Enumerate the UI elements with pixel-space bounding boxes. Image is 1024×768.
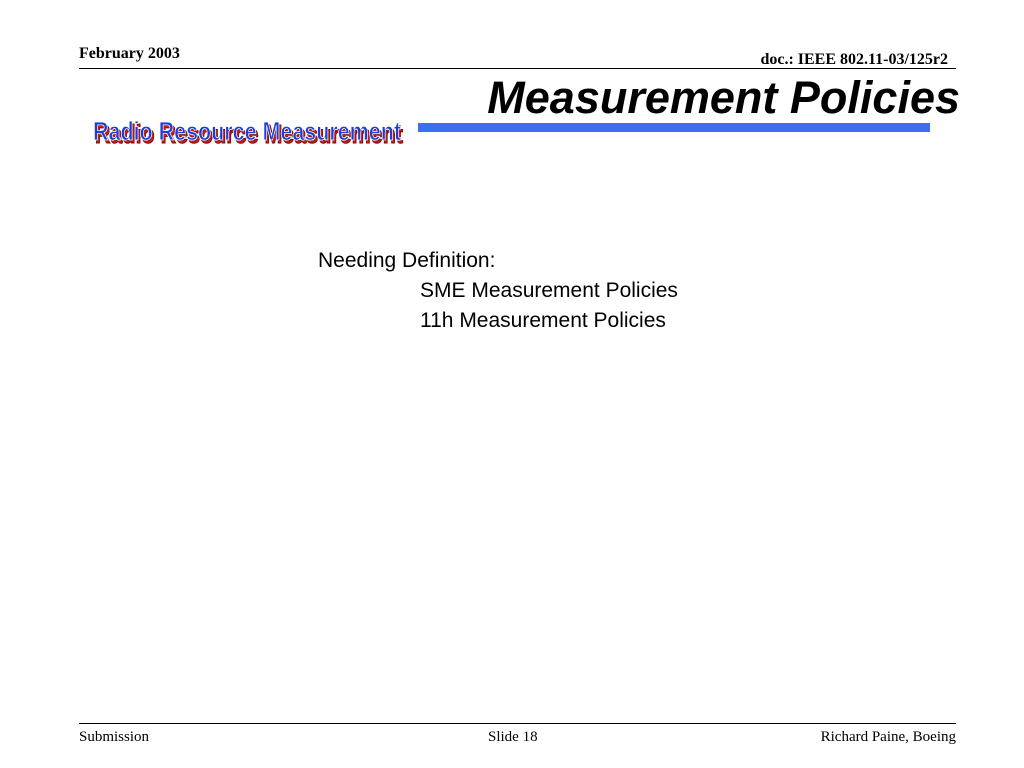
slide-body <box>318 246 678 336</box>
header-date: February 2003 <box>79 45 180 62</box>
title-underline <box>418 123 930 132</box>
body-item: 11h Measurement Policies <box>420 309 666 332</box>
body-heading: Needing Definition: <box>318 249 496 272</box>
footer-submission: Submission <box>79 729 150 745</box>
logo-shadow-text: Radio Resource Measurement <box>95 119 404 149</box>
slide-title: Measurement Policies <box>487 72 960 123</box>
body-item: SME Measurement Policies <box>420 279 678 302</box>
footer-divider <box>79 723 956 724</box>
footer-author: Richard Paine, Boeing <box>820 729 956 745</box>
radio-resource-measurement-logo <box>86 108 408 152</box>
header-divider <box>79 68 956 69</box>
header-doc-id: doc.: IEEE 802.11-03/125r2 <box>760 51 948 68</box>
footer-slide-number: Slide 18 <box>488 729 538 745</box>
logo-text: Radio Resource Measurement <box>93 116 402 146</box>
